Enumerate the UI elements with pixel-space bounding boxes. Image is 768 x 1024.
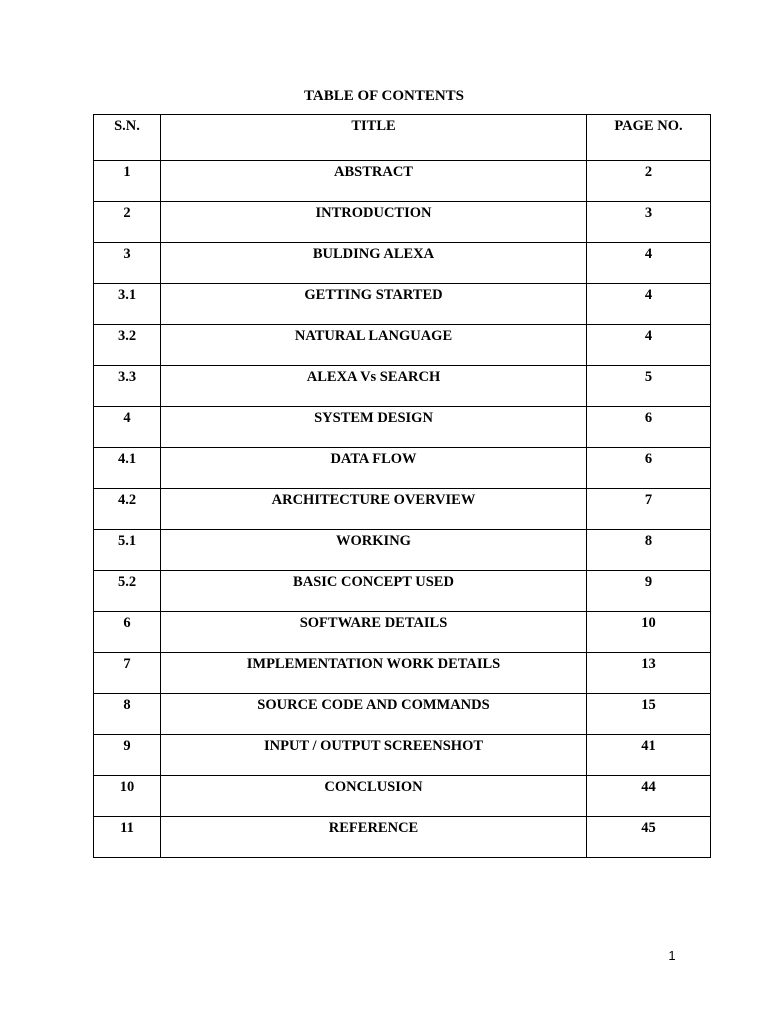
row-page: 5 (587, 366, 711, 407)
row-title: BASIC CONCEPT USED (161, 571, 587, 612)
row-title: INPUT / OUTPUT SCREENSHOT (161, 735, 587, 776)
row-page: 6 (587, 407, 711, 448)
header-title: TITLE (161, 115, 587, 161)
table-row (94, 776, 711, 817)
row-sn: 9 (94, 735, 161, 776)
row-title: BULDING ALEXA (161, 243, 587, 284)
row-sn: 6 (94, 612, 161, 653)
row-title: DATA FLOW (161, 448, 587, 489)
table-header (94, 115, 711, 161)
row-page: 41 (587, 735, 711, 776)
table-row (94, 325, 711, 366)
row-title: SOURCE CODE AND COMMANDS (161, 694, 587, 735)
table-row (94, 161, 711, 202)
row-sn: 4.2 (94, 489, 161, 530)
table-row (94, 817, 711, 858)
row-sn: 7 (94, 653, 161, 694)
row-sn: 5.1 (94, 530, 161, 571)
table-row (94, 735, 711, 776)
row-title: NATURAL LANGUAGE (161, 325, 587, 366)
table-row (94, 284, 711, 325)
row-title: CONCLUSION (161, 776, 587, 817)
row-sn: 3.1 (94, 284, 161, 325)
table-row (94, 530, 711, 571)
row-page: 45 (587, 817, 711, 858)
row-title: INTRODUCTION (161, 202, 587, 243)
row-title: GETTING STARTED (161, 284, 587, 325)
table-row (94, 366, 711, 407)
row-sn: 3.2 (94, 325, 161, 366)
row-title: WORKING (161, 530, 587, 571)
row-page: 4 (587, 284, 711, 325)
row-title: ABSTRACT (161, 161, 587, 202)
document-title: TABLE OF CONTENTS (303, 88, 465, 104)
row-title: ALEXA Vs SEARCH (161, 366, 587, 407)
table-row (94, 243, 711, 284)
header-row (94, 115, 711, 161)
table-row (94, 694, 711, 735)
row-title: SOFTWARE DETAILS (161, 612, 587, 653)
table-row (94, 448, 711, 489)
table-row (94, 653, 711, 694)
row-page: 13 (587, 653, 711, 694)
row-sn: 1 (94, 161, 161, 202)
table-row (94, 571, 711, 612)
table-of-contents (93, 114, 711, 858)
row-page: 15 (587, 694, 711, 735)
header-page-no: PAGE NO. (587, 115, 711, 161)
table-row (94, 489, 711, 530)
row-page: 8 (587, 530, 711, 571)
row-page: 2 (587, 161, 711, 202)
row-page: 7 (587, 489, 711, 530)
row-sn: 10 (94, 776, 161, 817)
row-page: 6 (587, 448, 711, 489)
row-sn: 3.3 (94, 366, 161, 407)
row-page: 44 (587, 776, 711, 817)
page-number: 1 (668, 948, 676, 963)
table-row (94, 407, 711, 448)
row-sn: 4.1 (94, 448, 161, 489)
row-page: 3 (587, 202, 711, 243)
table-body (94, 161, 711, 858)
row-title: IMPLEMENTATION WORK DETAILS (161, 653, 587, 694)
header-sn: S.N. (94, 115, 161, 161)
row-page: 10 (587, 612, 711, 653)
table-row (94, 612, 711, 653)
row-sn: 3 (94, 243, 161, 284)
row-title: ARCHITECTURE OVERVIEW (161, 489, 587, 530)
row-sn: 5.2 (94, 571, 161, 612)
row-page: 4 (587, 243, 711, 284)
table-row (94, 202, 711, 243)
row-title: REFERENCE (161, 817, 587, 858)
row-title: SYSTEM DESIGN (161, 407, 587, 448)
row-page: 9 (587, 571, 711, 612)
row-sn: 4 (94, 407, 161, 448)
row-sn: 2 (94, 202, 161, 243)
row-page: 4 (587, 325, 711, 366)
row-sn: 11 (94, 817, 161, 858)
row-sn: 8 (94, 694, 161, 735)
